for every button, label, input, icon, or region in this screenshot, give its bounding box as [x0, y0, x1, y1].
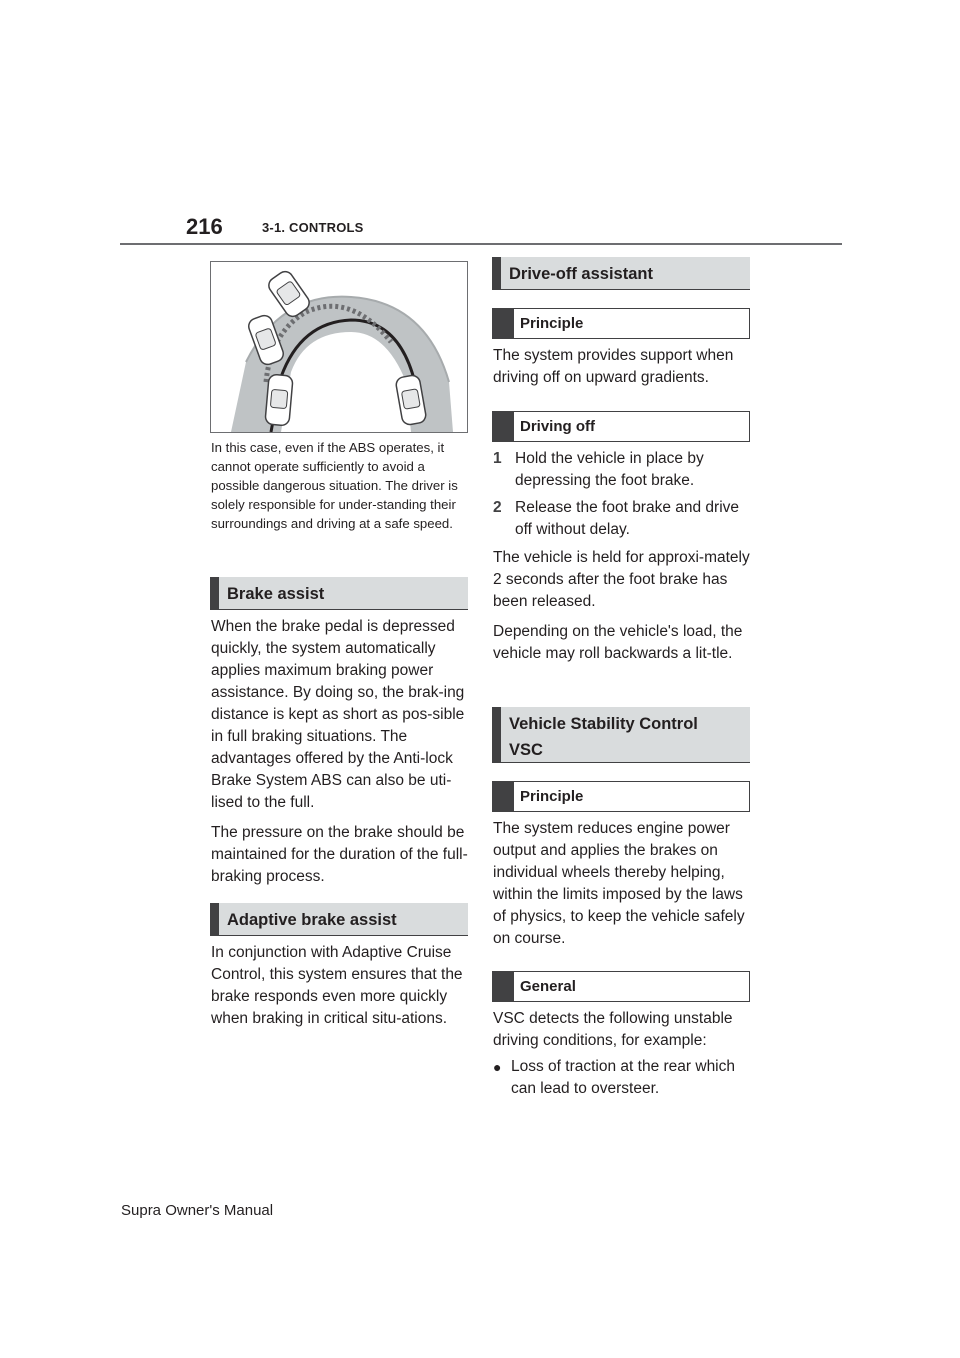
- step-1-text: Hold the vehicle in place by depressing the foot brake.: [515, 450, 704, 489]
- drive-off-principle-text: The system provides support when driving off on upward gradients.: [493, 347, 734, 386]
- brake-assist-para-2: The pressure on the brake should be maintained for the duration of the full-braking process.: [211, 824, 468, 885]
- car-bottom-left: [265, 374, 293, 426]
- drive-off-para-2: Depending on the vehicle's load, the vehicle may roll backwards a lit-tle.: [493, 623, 743, 662]
- step-1: [493, 448, 751, 492]
- brake-assist-para-1: When the brake pedal is depressed quickly, the system automatically applies maximum braking power assistance. By doing so, the brak-ing distance is kept as short as pos-sible in full braking situations. The advantages offered by the Anti-lock Brake System ABS can also be uti-lised to the full.: [211, 618, 465, 811]
- section-title: 3-1. CONTROLS: [262, 220, 364, 235]
- vsc-general-text: VSC detects the following unstable driving conditions, for example:: [493, 1010, 733, 1049]
- header-rule: [120, 243, 842, 245]
- step-2: [493, 497, 751, 541]
- heading-vsc-line-1: Vehicle Stability Control: [509, 715, 698, 733]
- figure-caption-block: [211, 438, 469, 533]
- footer-title: Supra Owner's Manual: [121, 1202, 274, 1219]
- drive-off-principle-body: [493, 345, 751, 389]
- figure-caption: In this case, even if the ABS operates, it cannot operate sufficiently to avoid a possible dangerous situation. The driver is solely responsible for under-standing their surroundings and driving at a safe speed.: [211, 440, 458, 531]
- step-2-text: Release the foot brake and drive off without delay.: [515, 499, 740, 538]
- curve-road-svg: [211, 262, 467, 432]
- step-1-number: 1: [493, 450, 502, 467]
- subheading-driving-off: Driving off: [492, 411, 750, 442]
- vsc-principle-text: The system reduces engine power output and applies the brakes on individual wheels thereby helping, within the limits imposed by the laws of physics, to keep the vehicle safely on course.: [493, 820, 745, 947]
- brake-assist-body: [211, 616, 469, 888]
- heading-adaptive-brake-assist: Adaptive brake assist: [210, 903, 468, 936]
- vsc-principle-body: [493, 818, 751, 950]
- curve-illustration: [210, 261, 468, 433]
- step-2-number: 2: [493, 499, 502, 516]
- page-number: 216: [186, 214, 223, 239]
- bullet-dot: ●: [493, 1059, 502, 1075]
- adaptive-body: [211, 942, 469, 1030]
- subheading-general: General: [492, 971, 750, 1002]
- heading-brake-assist: Brake assist: [210, 577, 468, 610]
- drive-off-body: [493, 547, 751, 665]
- bullet-item: [493, 1056, 751, 1100]
- subheading-principle-2: Principle: [492, 781, 750, 812]
- bullet-text: Loss of traction at the rear which can lead to oversteer.: [511, 1058, 736, 1097]
- heading-drive-off-assistant: Drive-off assistant: [492, 257, 750, 290]
- heading-vsc: [492, 707, 750, 763]
- drive-off-para-1: The vehicle is held for approxi-mately 2 seconds after the foot brake has been released.: [493, 549, 750, 610]
- adaptive-para: In conjunction with Adaptive Cruise Control, this system ensures that the brake responds even more quickly when braking in critical situ-ations.: [211, 944, 463, 1027]
- vsc-general-body: [493, 1008, 751, 1052]
- heading-vsc-line-2: VSC: [509, 741, 543, 759]
- subheading-principle-1: Principle: [492, 308, 750, 339]
